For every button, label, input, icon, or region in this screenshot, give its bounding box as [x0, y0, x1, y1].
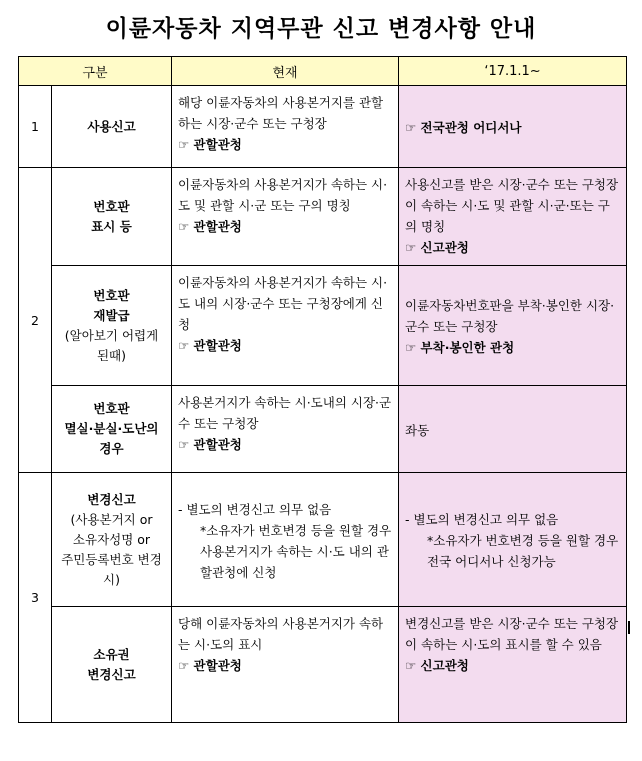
- new-mark: ☞ 부착·봉인한 관청: [405, 340, 515, 355]
- current-cell: [172, 266, 399, 386]
- current-text: 당해 이륜자동차의 사용본거지가 속하는 시·도의 표시: [178, 616, 384, 652]
- row-category: [52, 266, 172, 386]
- new-cell: [399, 86, 627, 168]
- info-table: [18, 56, 627, 723]
- current-mark: ☞ 관할관청: [178, 658, 242, 673]
- new-text: 사용신고를 받은 시장·군수 또는 구청장이 속하는 시·도 및 관할 시·군·또는 구의 명칭: [405, 177, 619, 234]
- current-mark: ☞ 관할관청: [178, 437, 242, 452]
- category-line: 번호판: [93, 287, 130, 303]
- header-new: ‘17.1.1~: [399, 57, 627, 86]
- current-text: 이륜자동차의 사용본거지가 속하는 시·도 및 관할 시·군 또는 구의 명칭: [178, 177, 388, 213]
- category-line: 번호판: [93, 198, 130, 214]
- category-line: 표시 등: [91, 218, 132, 234]
- new-note: *소유자가 번호변경 등을 원할 경우 전국 어디서나 신청가능: [427, 533, 619, 569]
- current-cell: [172, 86, 399, 168]
- category-line: 재발급: [93, 307, 130, 323]
- current-note: *소유자가 번호변경 등을 원할 경우 사용본거지가 속하는 시·도 내의 관할관청에 신청: [200, 522, 392, 580]
- header-row: [19, 57, 627, 86]
- new-cell: [399, 168, 627, 266]
- category-line: 경우: [99, 441, 124, 456]
- row-number: 2: [19, 168, 52, 473]
- current-cell: [172, 168, 399, 266]
- new-text: 이륜자동차번호판을 부착·봉인한 시장·군수 또는 구청장: [405, 298, 615, 334]
- category-line: 멸실·분실·도난의: [64, 421, 159, 436]
- current-mark: ☞ 관할관청: [178, 137, 242, 152]
- row-category: [52, 168, 172, 266]
- category-note: 된때): [96, 347, 127, 363]
- category-note: 주민등록번호 변경: [61, 551, 162, 567]
- category-line: 소유권: [93, 646, 130, 662]
- row-category: [52, 607, 172, 723]
- table-row: [19, 266, 627, 386]
- row-category: [52, 473, 172, 607]
- category-note: (사용본거지 or: [70, 511, 153, 527]
- table-row: [19, 86, 627, 168]
- new-cell: [399, 473, 627, 607]
- row-number: 1: [19, 86, 52, 168]
- current-cell: [172, 386, 399, 473]
- current-text: 이륜자동차의 사용본거지가 속하는 시·도 내의 시장·군수 또는 구청장에게 신청: [178, 275, 388, 332]
- current-line: - 별도의 변경신고 의무 없음: [178, 501, 332, 517]
- table-row: [19, 168, 627, 266]
- current-text: 사용본거지가 속하는 시·도내의 시장·군수 또는 구청장: [178, 395, 392, 431]
- new-cell: [399, 386, 627, 473]
- new-text: 변경신고를 받은 시장·군수 또는 구청장이 속하는 시·도의 표시를 할 수 있음: [405, 616, 619, 652]
- row-number: 3: [19, 473, 52, 723]
- table-row: [19, 473, 627, 607]
- header-current: 현재: [172, 57, 399, 86]
- row-category: 사용신고: [52, 86, 172, 168]
- new-mark: ☞ 전국관청 어디서나: [405, 120, 522, 135]
- new-mark: ☞ 신고관청: [405, 240, 469, 255]
- page-title: 이륜자동차 지역무관 신고 변경사항 안내: [105, 16, 537, 42]
- text-cursor: [628, 621, 630, 634]
- current-cell: [172, 473, 399, 607]
- current-text: 해당 이륜자동차의 사용본거지를 관할하는 시장·군수 또는 구청장: [178, 95, 384, 131]
- row-category: [52, 386, 172, 473]
- current-cell: [172, 607, 399, 723]
- category-note: 소유자성명 or: [72, 531, 151, 547]
- new-text: 좌동: [405, 422, 430, 438]
- header-category: 구분: [19, 57, 172, 86]
- category-note: 시): [103, 571, 120, 587]
- category-line: 변경신고: [87, 666, 136, 682]
- table-row: [19, 607, 627, 723]
- new-cell: [399, 266, 627, 386]
- table-row: [19, 386, 627, 473]
- category-line: 변경신고: [87, 491, 136, 507]
- current-mark: ☞ 관할관청: [178, 219, 242, 234]
- new-cell: [399, 607, 627, 723]
- new-mark: ☞ 신고관청: [405, 658, 469, 673]
- category-note: (알아보기 어렵게: [64, 327, 159, 343]
- category-line: 번호판: [93, 401, 130, 416]
- new-line: - 별도의 변경신고 의무 없음: [405, 512, 559, 527]
- current-mark: ☞ 관할관청: [178, 338, 242, 353]
